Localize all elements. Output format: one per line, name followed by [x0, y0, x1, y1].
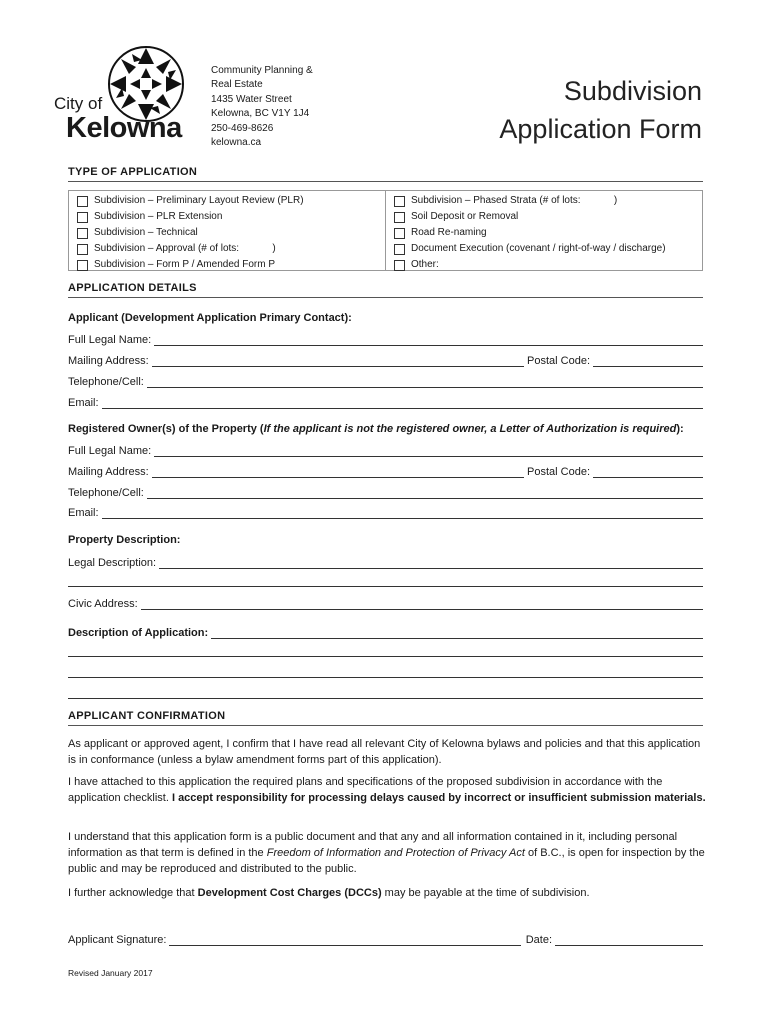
- field-label: Telephone/Cell:: [68, 487, 144, 499]
- checkbox-other[interactable]: [394, 257, 702, 273]
- legal-description-line-2[interactable]: [68, 586, 703, 587]
- checkbox-icon[interactable]: [77, 260, 88, 271]
- checkbox-label: Subdivision – Technical: [94, 227, 198, 238]
- checkbox-technical[interactable]: [77, 225, 385, 241]
- checkbox-label: Soil Deposit or Removal: [411, 211, 519, 222]
- applicant-name-field[interactable]: [68, 332, 703, 346]
- input-line[interactable]: [102, 508, 703, 519]
- field-label: Postal Code:: [527, 466, 590, 478]
- civic-address-field[interactable]: [68, 596, 703, 610]
- field-label: Telephone/Cell:: [68, 376, 144, 388]
- type-of-application-heading: TYPE OF APPLICATION: [68, 166, 198, 178]
- postal-code-line[interactable]: [593, 356, 703, 367]
- input-line[interactable]: [141, 599, 703, 610]
- input-line[interactable]: [102, 398, 703, 409]
- owner-name-field[interactable]: [68, 443, 703, 457]
- checkbox-icon[interactable]: [77, 212, 88, 223]
- input-line[interactable]: [159, 558, 703, 569]
- applicant-address-field[interactable]: [68, 353, 703, 367]
- application-details-heading: APPLICATION DETAILS: [68, 282, 197, 294]
- checkbox-icon[interactable]: [394, 260, 405, 271]
- revision-footer: Revised January 2017: [68, 968, 153, 978]
- checkbox-label: Subdivision – Form P / Amended Form P: [94, 259, 276, 270]
- checkbox-road-renaming[interactable]: [394, 225, 702, 241]
- field-label: Postal Code:: [527, 355, 590, 367]
- address-line: 250-469-8626: [211, 122, 274, 134]
- confirmation-paragraph-3: I understand that this application form is a public document and that any and all information contained in it, including personal information as that term is defined in the Freedom of Information and Protection of Privacy Act of B.C., is open for inspection by the public and may be reproduced and distributed to the public.: [68, 831, 705, 875]
- date-line[interactable]: [555, 935, 703, 946]
- checkbox-plr[interactable]: [77, 193, 385, 209]
- title-line: Subdivision: [563, 76, 702, 106]
- options-left-column: [69, 191, 385, 270]
- input-line[interactable]: [152, 467, 524, 478]
- input-line[interactable]: [154, 335, 703, 346]
- checkbox-label: Road Re-naming: [411, 227, 487, 238]
- field-label: Mailing Address:: [68, 466, 149, 478]
- checkbox-label: Document Execution (covenant / right-of-way / discharge): [411, 243, 666, 254]
- logo-city-text: City of: [54, 94, 103, 113]
- applicant-email-field[interactable]: [68, 395, 703, 409]
- department-address: [211, 64, 313, 150]
- input-line[interactable]: [147, 488, 703, 499]
- applicant-confirmation-heading: APPLICANT CONFIRMATION: [68, 710, 226, 722]
- title-line: Application Form: [499, 114, 702, 144]
- options-right-column: [385, 191, 702, 270]
- checkbox-plr-extension[interactable]: [77, 209, 385, 225]
- field-label: Email:: [68, 397, 99, 409]
- checkbox-icon[interactable]: [394, 196, 405, 207]
- field-label: Email:: [68, 507, 99, 519]
- address-line: 1435 Water Street: [211, 93, 292, 105]
- owner-telephone-field[interactable]: [68, 485, 703, 499]
- checkbox-icon[interactable]: [77, 196, 88, 207]
- checkbox-icon[interactable]: [394, 228, 405, 239]
- signature-date-row: [68, 932, 703, 946]
- field-label: Full Legal Name:: [68, 334, 152, 346]
- address-line: kelowna.ca: [211, 137, 262, 149]
- checkbox-icon[interactable]: [394, 212, 405, 223]
- confirmation-paragraph-1: As applicant or approved agent, I confirm that I have read all relevant City of Kelowna bylaws and policies and that this application is in conformance (unless a bylaw amendment forms part of this application).: [68, 738, 701, 766]
- input-line[interactable]: [154, 446, 703, 457]
- input-line[interactable]: [147, 377, 703, 388]
- application-type-options: [68, 190, 703, 271]
- description-of-application-field[interactable]: [68, 625, 703, 639]
- description-line-2[interactable]: [68, 656, 703, 657]
- checkbox-label: Subdivision – Approval (# of lots: ): [94, 243, 276, 254]
- section-rule: [68, 181, 703, 182]
- checkbox-icon[interactable]: [77, 244, 88, 255]
- form-title: [499, 72, 702, 148]
- description-line-3[interactable]: [68, 677, 703, 678]
- signature-line[interactable]: [169, 935, 520, 946]
- address-line: Kelowna, BC V1Y 1J4: [211, 108, 310, 120]
- address-line: Real Estate: [211, 79, 263, 91]
- field-label: Description of Application:: [68, 627, 209, 639]
- checkbox-soil-deposit[interactable]: [394, 209, 702, 225]
- section-rule: [68, 297, 703, 298]
- checkbox-form-p[interactable]: [77, 257, 385, 273]
- checkbox-icon[interactable]: [77, 228, 88, 239]
- checkbox-icon[interactable]: [394, 244, 405, 255]
- checkbox-label: Subdivision – PLR Extension: [94, 211, 223, 222]
- address-line: Community Planning &: [211, 65, 313, 76]
- legal-description-field[interactable]: [68, 555, 703, 569]
- input-line[interactable]: [152, 356, 524, 367]
- confirmation-paragraph-4: I further acknowledge that Development Cost Charges (DCCs) may be payable at the time of subdivision.: [68, 887, 590, 899]
- owner-heading: Registered Owner(s) of the Property (If the applicant is not the registered owner, a Letter of Authorization is required):: [68, 423, 684, 435]
- kelowna-logo-icon: [108, 46, 184, 122]
- applicant-heading: Applicant (Development Application Primary Contact):: [68, 312, 352, 324]
- checkbox-label: Other:: [411, 259, 439, 270]
- description-line-4[interactable]: [68, 698, 703, 699]
- checkbox-document-execution[interactable]: [394, 241, 702, 257]
- checkbox-phased-strata[interactable]: [394, 193, 702, 209]
- checkbox-label: Subdivision – Preliminary Layout Review (PLR): [94, 195, 304, 206]
- field-label: Mailing Address:: [68, 355, 149, 367]
- applicant-telephone-field[interactable]: [68, 374, 703, 388]
- field-label: Legal Description:: [68, 557, 157, 569]
- field-label: Full Legal Name:: [68, 445, 152, 457]
- date-label: Date:: [525, 934, 552, 946]
- input-line[interactable]: [211, 628, 703, 639]
- property-description-heading: Property Description:: [68, 534, 181, 546]
- owner-address-field[interactable]: [68, 464, 703, 478]
- section-rule: [68, 725, 703, 726]
- logo-kelowna-text: Kelowna: [66, 112, 182, 144]
- checkbox-label: Subdivision – Phased Strata (# of lots: ): [411, 195, 618, 206]
- owner-email-field[interactable]: [68, 505, 703, 519]
- checkbox-approval[interactable]: [77, 241, 385, 257]
- confirmation-paragraph-2: I have attached to this application the required plans and specifications of the proposed subdivision in accordance with the application checklist. I accept responsibility for processing delays caused by incorrect or insufficient submission materials.: [68, 776, 706, 804]
- field-label: Civic Address:: [68, 598, 138, 610]
- signature-label: Applicant Signature:: [68, 934, 167, 946]
- postal-code-line[interactable]: [593, 467, 703, 478]
